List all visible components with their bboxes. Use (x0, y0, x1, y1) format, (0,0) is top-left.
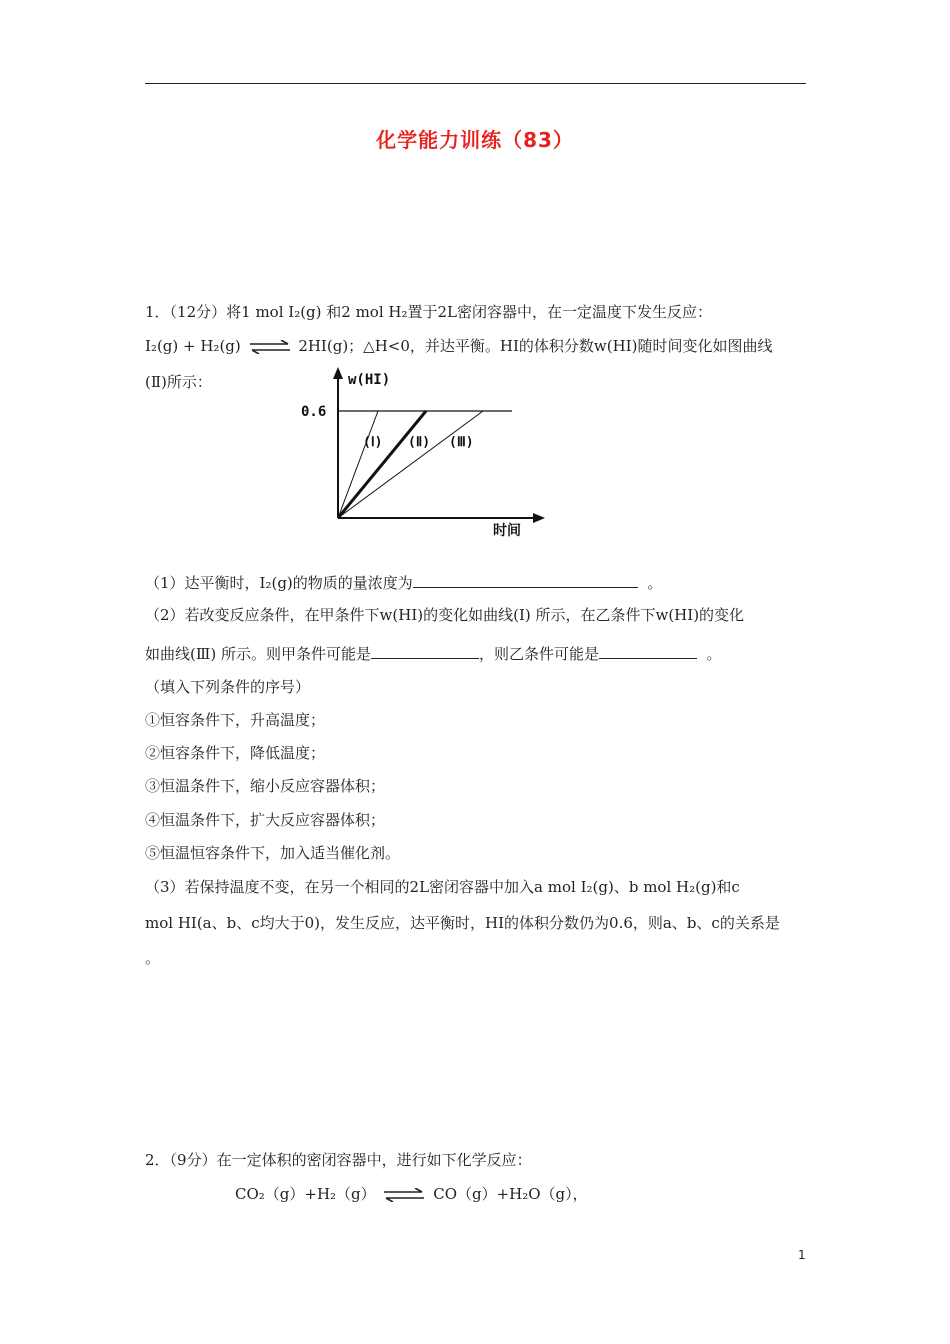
q1-sub1-text: （1）达平衡时，I₂(g)的物质的量浓度为 (145, 574, 413, 592)
q2-eq-left: CO₂（g）+H₂（g） (235, 1185, 376, 1203)
answer-blank-1[interactable] (413, 572, 638, 588)
q1-sub3-line3: 。 (145, 949, 161, 967)
header-rule (145, 83, 806, 84)
whi-time-chart (295, 365, 555, 540)
option-1: ①恒容条件下，升高温度； (145, 711, 326, 729)
answer-blank-2[interactable] (371, 643, 479, 659)
q1-sub2-text-b: ，则乙条件可能是 (478, 645, 599, 663)
option-4: ④恒温条件下，扩大反应容器体积； (145, 811, 386, 829)
q1-sub1-end: 。 (647, 574, 663, 592)
y-axis-arrow (333, 367, 343, 379)
q1-sub3-line1: （3）若保持温度不变，在另一个相同的2L密闭容器中加入a mol I₂(g)、b mol H₂(g)和c (145, 878, 740, 896)
q1-sub2-text-a: 如曲线(Ⅲ) 所示。则甲条件可能是 (145, 645, 371, 663)
q1-eq-left: I₂(g) + H₂(g) (145, 337, 241, 355)
q2-line1: 2．（9分）在一定体积的密闭容器中，进行如下化学反应： (145, 1151, 532, 1169)
curve-II-label: (Ⅱ) (408, 435, 431, 450)
equilibrium-arrow-icon (382, 1188, 426, 1202)
x-axis-label: 时间 (493, 523, 521, 539)
option-2: ②恒容条件下，降低温度； (145, 744, 326, 762)
curve-III (338, 411, 483, 518)
q1-line1: 1．（12分）将1 mol I₂(g) 和2 mol H₂置于2L密闭容器中，在一定温度下发生反应： (145, 303, 713, 321)
option-3: ③恒温条件下，缩小反应容器体积； (145, 777, 386, 795)
q2-eq-right: CO（g）+H₂O（g）， (433, 1185, 588, 1203)
curve-III-label: (Ⅲ) (449, 435, 474, 450)
q1-eq-right: 2HI(g)；△H<0，并达平衡。HI的体积分数w(HI)随时间变化如图曲线 (298, 337, 773, 355)
q2-equation-line (235, 1184, 588, 1204)
curve-I (338, 411, 378, 518)
curve-I-label: (Ⅰ) (363, 435, 383, 450)
equilibrium-arrow-icon (248, 340, 292, 354)
y-tick-0.6: 0.6 (301, 404, 327, 420)
q1-sub2-end: 。 (706, 645, 722, 663)
page-title: 化学能力训练（83） (376, 128, 574, 152)
q1-sub1 (145, 572, 662, 593)
y-axis-label: w(HI) (348, 372, 391, 388)
q1-sub2-line2 (145, 643, 722, 664)
x-axis-arrow (533, 513, 545, 523)
q1-sub3-line2: mol HI(a、b、c均大于0)，发生反应，达平衡时，HI的体积分数仍为0.6，则a、b、c的关系是 (145, 914, 780, 932)
option-5: ⑤恒温恒容条件下，加入适当催化剂。 (145, 844, 401, 862)
q1-sub2-hint: （填入下列条件的序号） (145, 678, 311, 696)
answer-blank-3[interactable] (599, 643, 697, 659)
curve-II (338, 411, 426, 518)
q1-line3: (Ⅱ)所示： (145, 373, 212, 391)
page-number: 1 (798, 1248, 806, 1262)
q1-sub2-line1: （2）若改变反应条件，在甲条件下w(HI)的变化如曲线(Ⅰ) 所示，在乙条件下w(HI)的变化 (145, 606, 745, 624)
q1-equation-line (145, 336, 772, 356)
